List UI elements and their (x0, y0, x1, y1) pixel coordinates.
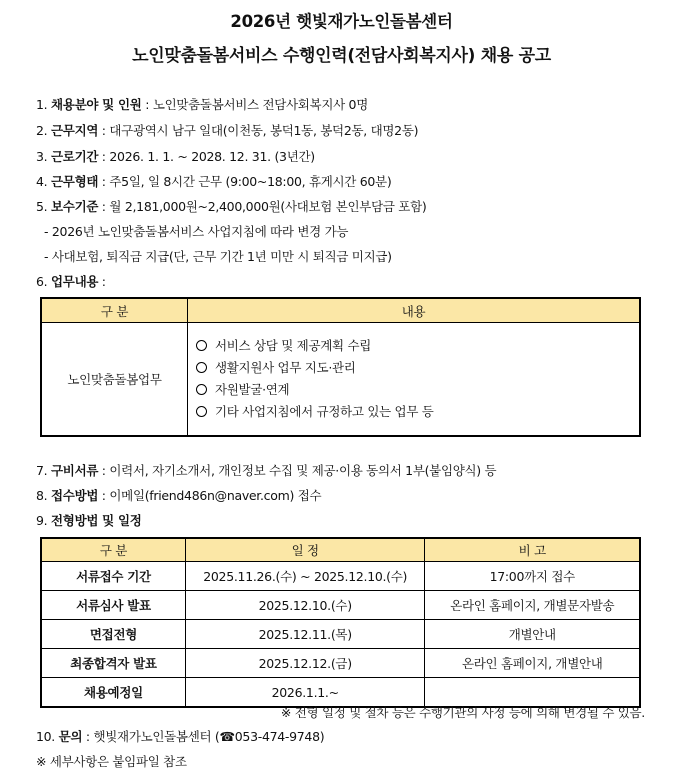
schedule-remark: 17:00까지 접수 (425, 562, 640, 591)
footer-note: ※ 세부사항은 붙임파일 참조 (36, 754, 187, 769)
schedule-remark: 온라인 홈페이지, 개별문자발송 (425, 591, 640, 620)
schedule-date: 2025.12.10.(수) (185, 591, 425, 620)
item-work-period: 3. 근로기간 : 2026. 1. 1. ~ 2028. 12. 31. (3년간) (36, 149, 315, 164)
duty-item: 기타 사업지침에서 규정하고 있는 업무 등 (196, 401, 639, 423)
schedule-col-remarks: 비 고 (425, 538, 640, 562)
schedule-date: 2025.12.12.(금) (185, 649, 425, 678)
duties-table-row (41, 323, 640, 437)
duty-item: 생활지원사 업무 지도·관리 (196, 357, 639, 379)
schedule-stage: 채용예정일 (41, 678, 185, 708)
item-application-method: 8. 접수방법 : 이메일(friend486n@naver.com) 접수 (36, 488, 322, 503)
item-inquiry: 10. 문의 : 햇빛재가노인돌봄센터 (☎053-474-9748) (36, 729, 325, 744)
schedule-col-category: 구 분 (41, 538, 185, 562)
schedule-stage: 최종합격자 발표 (41, 649, 185, 678)
schedule-table-header (41, 538, 640, 562)
schedule-stage: 서류심사 발표 (41, 591, 185, 620)
schedule-note: ※ 전형 일정 및 절차 등은 수행기관의 사정 등에 의해 변경될 수 있음. (280, 705, 645, 720)
document-subtitle: 노인맞춤돌봄서비스 수행인력(전담사회복지사) 채용 공고 (132, 46, 551, 66)
duty-item: 자원발굴·연계 (196, 379, 639, 401)
table-row (41, 591, 640, 620)
pay-note-1: - 2026년 노인맞춤돌봄서비스 사업지침에 따라 변경 가능 (44, 224, 349, 239)
duties-col-category: 구 분 (41, 298, 188, 323)
schedule-stage: 서류접수 기간 (41, 562, 185, 591)
duties-heading: 6. 업무내용 : (36, 274, 106, 289)
table-row (41, 649, 640, 678)
schedule-date: 2025.11.26.(수) ~ 2025.12.10.(수) (185, 562, 425, 591)
circle-bullet-icon (196, 406, 207, 417)
duties-table-header (41, 298, 640, 323)
duties-col-content: 내용 (188, 298, 641, 323)
schedule-date: 2025.12.11.(목) (185, 620, 425, 649)
schedule-remark: 온라인 홈페이지, 개별안내 (425, 649, 640, 678)
item-recruitment-field: 1. 채용분야 및 인원 : 노인맞춤돌봄서비스 전담사회복지사 0명 (36, 97, 368, 112)
schedule-heading: 9. 전형방법 및 일정 (36, 513, 142, 528)
duties-table (40, 297, 641, 437)
item-documents: 7. 구비서류 : 이력서, 자기소개서, 개인정보 수집 및 제공·이용 동의서 1부(붙임양식) 등 (36, 463, 497, 478)
table-row (41, 620, 640, 649)
item-work-area: 2. 근무지역 : 대구광역시 남구 일대(이천동, 봉덕1동, 봉덕2동, 대명2동) (36, 123, 419, 138)
schedule-table (40, 537, 641, 708)
duty-item: 서비스 상담 및 제공계획 수립 (196, 335, 639, 357)
schedule-col-date: 일 정 (185, 538, 425, 562)
duties-content (188, 323, 641, 437)
pay-note-2: - 사대보험, 퇴직금 지급(단, 근무 기간 1년 미만 시 퇴직금 미지급) (44, 249, 392, 264)
duties-category: 노인맞춤돌봄업무 (41, 323, 188, 437)
table-row (41, 562, 640, 591)
circle-bullet-icon (196, 384, 207, 395)
schedule-date: 2026.1.1.~ (185, 678, 425, 708)
document-title: 2026년 햇빛재가노인돌봄센터 (230, 12, 453, 31)
schedule-stage: 면접전형 (41, 620, 185, 649)
circle-bullet-icon (196, 340, 207, 351)
item-work-type: 4. 근무형태 : 주5일, 일 8시간 근무 (9:00~18:00, 휴게시간 60분) (36, 174, 392, 189)
schedule-remark: 개별안내 (425, 620, 640, 649)
item-pay: 5. 보수기준 : 월 2,181,000원~2,400,000원(사대보험 본인부담금 포함) (36, 199, 427, 214)
circle-bullet-icon (196, 362, 207, 373)
